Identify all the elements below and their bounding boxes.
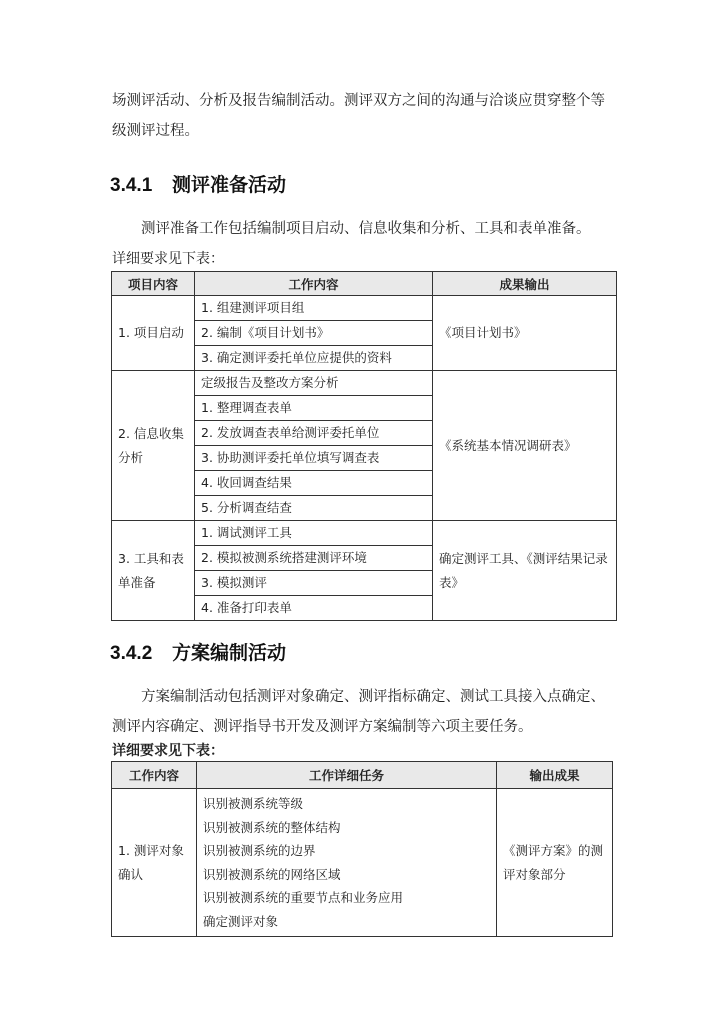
output-cell: 确定测评工具、《测评结果记录表》 xyxy=(433,521,617,621)
plan-activity-table xyxy=(111,761,613,937)
task-line: 确定测评对象 xyxy=(203,913,279,929)
task-cell: 1. 组建测评项目组 xyxy=(195,296,433,321)
table-row xyxy=(112,789,613,937)
intro-paragraph: 场测评活动、分析及报告编制活动。测评双方之间的沟通与洽谈应贯穿整个等级测评过程。 xyxy=(112,93,605,139)
header-cell: 成果输出 xyxy=(433,272,617,296)
section-number: 3.4.1 xyxy=(110,175,153,196)
task-cell: 2. 编制《项目计划书》 xyxy=(195,321,433,346)
header-cell: 输出成果 xyxy=(497,762,613,789)
table-header-row xyxy=(112,272,617,296)
section-3-4-1-body: 测评准备工作包括编制项目启动、信息收集和分析、工具和表单准备。 xyxy=(141,221,591,237)
task-line: 识别被测系统的整体结构 xyxy=(203,819,341,835)
task-list-cell xyxy=(197,789,497,937)
section-number: 3.4.2 xyxy=(110,643,153,664)
task-cell: 3. 协助测评委托单位填写调查表 xyxy=(195,446,433,471)
section-heading-3-4-1 xyxy=(110,170,286,197)
task-cell: 定级报告及整改方案分析 xyxy=(195,371,433,396)
task-cell: 4. 收回调查结果 xyxy=(195,471,433,496)
output-cell: 《测评方案》的测评对象部分 xyxy=(497,789,613,937)
section-title: 方案编制活动 xyxy=(172,643,287,664)
section-title: 测评准备活动 xyxy=(172,175,287,196)
output-cell: 《系统基本情况调研表》 xyxy=(433,371,617,521)
table-intro-label: 详细要求见下表： xyxy=(112,743,224,759)
task-cell: 2. 发放调查表单给测评委托单位 xyxy=(195,421,433,446)
table-intro-label: 详细要求见下表： xyxy=(112,251,224,267)
header-cell: 工作内容 xyxy=(195,272,433,296)
header-cell: 工作详细任务 xyxy=(197,762,497,789)
task-cell: 3. 模拟测评 xyxy=(195,571,433,596)
section-heading-3-4-2 xyxy=(110,638,286,665)
task-line: 识别被测系统的重要节点和业务应用 xyxy=(203,890,404,905)
table-row xyxy=(112,521,617,546)
task-cell: 1. 整理调查表单 xyxy=(195,396,433,421)
section-3-4-2-body: 方案编制活动包括测评对象确定、测评指标确定、测试工具接入点确定、测评内容确定、测评指导书开发及测评方案编制等六项主要任务。 xyxy=(112,689,605,735)
table-row xyxy=(112,371,617,396)
task-cell: 3. 确定测评委托单位应提供的资料 xyxy=(195,346,433,371)
task-cell: 2. 模拟被测系统搭建测评环境 xyxy=(195,546,433,571)
row-item-cell: 1. 项目启动 xyxy=(112,296,195,371)
table-header-row xyxy=(112,762,613,789)
header-cell: 工作内容 xyxy=(112,762,197,789)
task-cell: 4. 准备打印表单 xyxy=(195,596,433,621)
prep-activity-table xyxy=(111,271,617,621)
row-item-cell: 3. 工具和表单准备 xyxy=(112,521,195,621)
task-cell: 1. 调试测评工具 xyxy=(195,521,433,546)
row-item-cell: 1. 测评对象确认 xyxy=(112,789,197,937)
task-cell: 5. 分析调查结查 xyxy=(195,496,433,521)
row-item-cell: 2. 信息收集分析 xyxy=(112,371,195,521)
output-cell: 《项目计划书》 xyxy=(433,296,617,371)
header-cell: 项目内容 xyxy=(112,272,195,296)
task-line: 识别被测系统的边界 xyxy=(203,843,316,858)
table-row xyxy=(112,296,617,321)
task-line: 识别被测系统的网络区域 xyxy=(203,866,341,882)
task-line: 识别被测系统等级 xyxy=(203,796,304,811)
